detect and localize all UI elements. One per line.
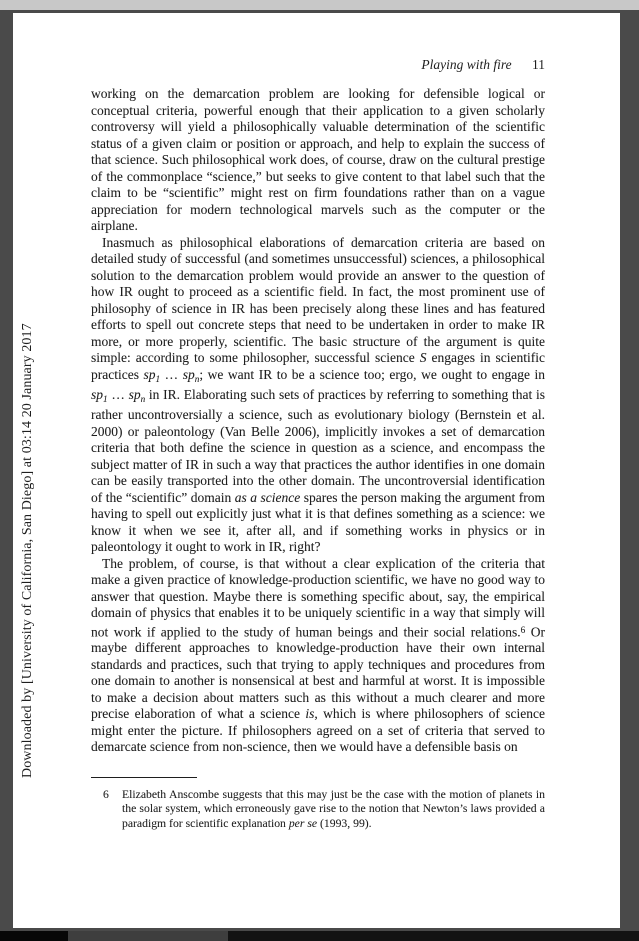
page-header (91, 57, 545, 73)
paragraph-3: The problem, of course, is that without a clear explication of the criteria that make a given practice of knowledge-production scientific, we have no good way to answer that question. Maybe there is something specific about, say, the empirical domain of physics that enables it to be uniquely scientific in a way that simply will not work if applied to the study of human beings and their social relations.$^6$ Or maybe different approaches to knowledge-production have their own internal standards and practices, such that trying to apply techniques and procedures from one domain to another is nonsensical at best and harmful at worst. It is impossible to make a decision about matters such as this without a much clearer and more precise elaboration of what a science is, which is where philosophers of science might enter the picture. If philosophers agreed on a set of criteria that served to demarcate science from non-science, then we would have a defensible basis on (91, 555, 546, 755)
paragraph-2: Inasmuch as philosophical elaborations of demarcation criteria are based on detailed study of successful (and sometimes unsuccessful) sciences, a philosophical solution to the demarcation problem would provide an answer to the question of how IR ought to proceed as a scientific field. In fact, the most prominent use of philosophy of science in IR has been precisely along these lines and has featured efforts to spell out concrete steps that need to be undertaken in order to make IR more, or more properly, scientific. The basic structure of the argument is quite simple: according to some philosopher, successful science S engages in scientific practices $sp_1$ … $sp_n$; we want IR to be a science too; ergo, we ought to engage in $sp_1$ … $sp_n$ in IR. Elaborating such sets of practices by referring to something that is rather uncontroversially a science, such as evolutionary biology (Bernstein et al. 2000) or paleontology (Van Belle 2006), implicitly invokes a set of demarcation criteria that both define the science in question as a science, and encompass the subject matter of IR in such a way that practices the author identifies in one domain can be easily transported into the other domain. The uncontroversial identification of the “scientific” domain as a science spares the person making the argument from having to spell out explicitly just what it is that defines something as a science: we know it when we see it, after all, and if something works in physics or in paleontology it ought to work in IR, right? (91, 234, 546, 554)
paragraph-1: working on the demarcation problem are looking for defensible logical or conceptual criteria, powerful enough that their application to a given scholarly controversy will yield a philosophically valuable determination of the scientific status of a given claim or position or approach, and help to explain the success of that science. Such philosophical work does, of course, draw on the cultural prestige of the commonplace “science,” but seeks to give content to that label such that the claim to be “scientific” might rest on firm foundations rather than on a vague appreciation for modern technological marvels such as the computer or the airplane. (91, 86, 545, 233)
book-page (13, 13, 620, 928)
footnote-number: 6 (103, 788, 109, 801)
viewer-top-strip (0, 0, 639, 10)
footnote-text: Elizabeth Anscombe suggests that this may just be the case with the motion of planets in the solar system, which erroneously gave rise to the notion that Newton’s laws provided a paradigm for scientific explanation per se (1993, 99). (122, 788, 545, 830)
download-watermark: Downloaded by [University of California, San Diego] at 03:14 20 January 2017 (20, 323, 35, 778)
bottom-bar-segment (0, 931, 68, 941)
footnote-divider (91, 777, 197, 778)
footnote (103, 788, 545, 831)
bottom-bar-segment (68, 931, 228, 941)
body-text (91, 86, 545, 756)
page-number: 11 (532, 57, 545, 72)
bottom-edge-bar (0, 931, 639, 941)
running-title: Playing with fire (421, 57, 512, 72)
